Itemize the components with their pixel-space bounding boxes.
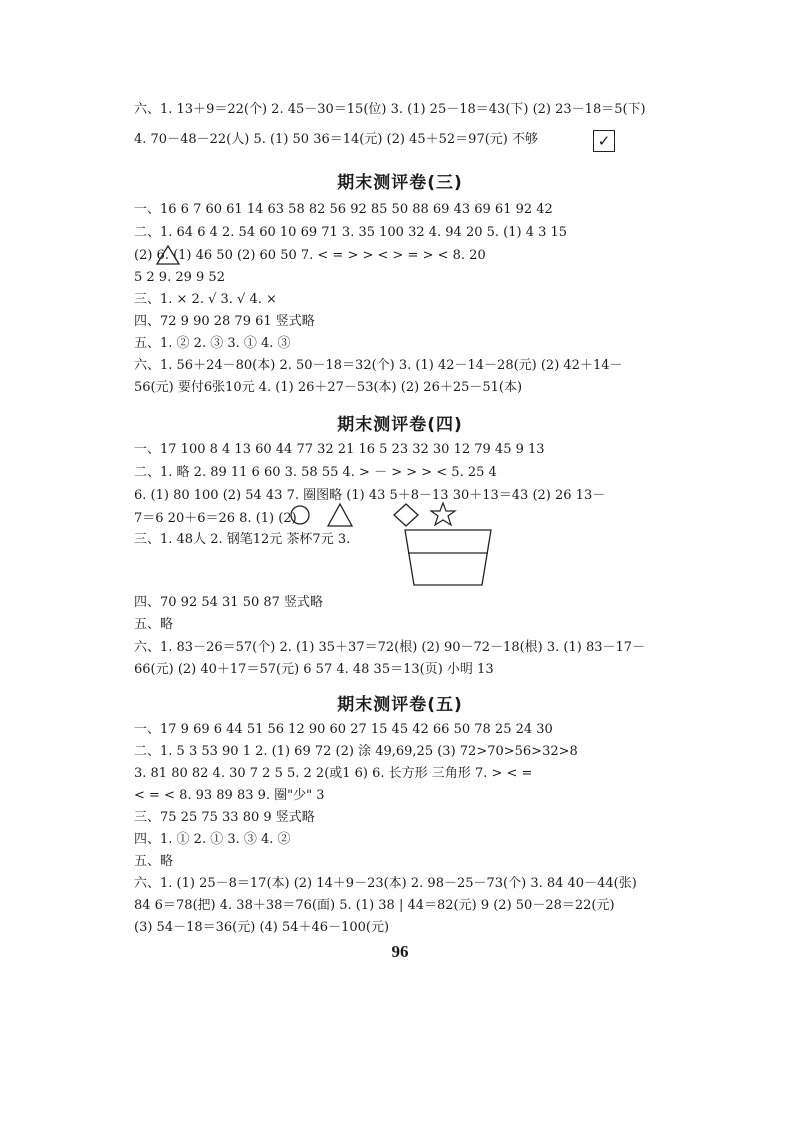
section-title: 期末测评卷(四): [337, 415, 463, 435]
page-number: 96: [391, 942, 409, 961]
answer-line: (3) 54－18＝36(元) (4) 54＋46－100(元): [134, 920, 390, 935]
answer-line: 三、1. 48人 2. 钢笔12元 茶杯7元 3.: [134, 532, 351, 547]
answer-line: 3. 81 80 82 4. 30 7 2 5 5. 2 2(或1 6) 6. 长方形 三角形 7. > < =: [134, 766, 533, 781]
star-shape: [431, 503, 455, 525]
answer-line: 66(元) (2) 40＋17＝57(元) 6 57 4. 48 35＝13(页) 小明 13: [134, 662, 494, 677]
diamond-shape: [394, 504, 418, 526]
cup-shape: [402, 527, 494, 589]
answer-line: 五、1. ② 2. ③ 3. ① 4. ③: [134, 336, 291, 351]
answer-line: 六、1. 13＋9＝22(个) 2. 45－30＝15(位) 3. (1) 25－18＝43(下) (2) 23－18＝5(下): [134, 102, 646, 117]
answer-line: 7＝6 20＋6＝26 8. (1) (2): [134, 511, 297, 526]
answer-line: 三、75 25 75 33 80 9 竖式略: [134, 810, 315, 825]
answer-line: 四、72 9 90 28 79 61 竖式略: [134, 314, 315, 329]
circle-shape: [291, 506, 309, 524]
answer-line: 6. (1) 80 100 (2) 54 43 7. 圈图略 (1) 43 5＋8－13 30＋13＝43 (2) 26 13－: [134, 488, 606, 503]
answer-line: (2) 6. (1) 46 50 (2) 60 50 7. < = > > < > = > < 8. 20: [134, 248, 486, 263]
triangle-shape: [155, 244, 181, 266]
answer-line: 六、1. (1) 25－8＝17(本) (2) 14＋9－23(本) 2. 98－25－73(个) 3. 84 40－44(张): [134, 876, 637, 891]
answer-line: 五、略: [134, 854, 174, 869]
answer-line: 二、1. 64 6 4 2. 54 60 10 69 71 3. 35 100 32 4. 94 20 5. (1) 4 3 15: [134, 225, 568, 240]
answer-line: 三、1. × 2. √ 3. √ 4. ×: [134, 292, 277, 307]
answer-line: < = < 8. 93 89 83 9. 圈"少" 3: [134, 788, 325, 803]
section-title: 期末测评卷(五): [337, 695, 463, 715]
answer-line: 二、1. 5 3 53 90 1 2. (1) 69 72 (2) 涂 49,69,25 (3) 72>70>56>32>8: [134, 744, 578, 759]
answer-line: 84 6＝78(把) 4. 38＋38＝76(面) 5. (1) 38 | 44＝82(元) 9 (2) 50－28＝22(元): [134, 898, 615, 913]
answer-line: 5 2 9. 29 9 52: [134, 270, 225, 285]
answer-line: 五、略: [134, 617, 174, 632]
answer-line: 四、70 92 54 31 50 87 竖式略: [134, 595, 324, 610]
answer-line: 六、1. 56＋24－80(本) 2. 50－18＝32(个) 3. (1) 42－14－28(元) (2) 42＋14－: [134, 358, 623, 373]
answer-line: 56(元) 要付6张10元 4. (1) 26＋27－53(本) (2) 26＋25－51(本): [134, 380, 523, 395]
answer-line: 4. 70－48－22(人) 5. (1) 50 36＝14(元) (2) 45＋52＝97(元) 不够: [134, 132, 539, 147]
answer-line: 六、1. 83－26＝57(个) 2. (1) 35＋37＝72(根) (2) 90－72－18(根) 3. (1) 83－17－: [134, 640, 646, 655]
triangle-shape: [328, 504, 352, 526]
section-title: 期末测评卷(三): [337, 173, 463, 193]
answer-line: 一、16 6 7 60 61 14 63 58 82 56 92 85 50 88 69 43 69 61 92 42: [134, 202, 553, 217]
answer-line: 四、1. ① 2. ① 3. ③ 4. ②: [134, 832, 291, 847]
answer-line: 一、17 9 69 6 44 51 56 12 90 60 27 15 45 42 66 50 78 25 24 30: [134, 722, 553, 737]
answer-line: 一、17 100 8 4 13 60 44 77 32 21 16 5 23 32 30 12 79 45 9 13: [134, 442, 545, 457]
check-box: ✓: [593, 130, 615, 152]
answer-line: 二、1. 略 2. 89 11 6 60 3. 58 55 4. > － > > > < 5. 25 4: [134, 465, 497, 480]
shape-answers: [288, 500, 468, 530]
